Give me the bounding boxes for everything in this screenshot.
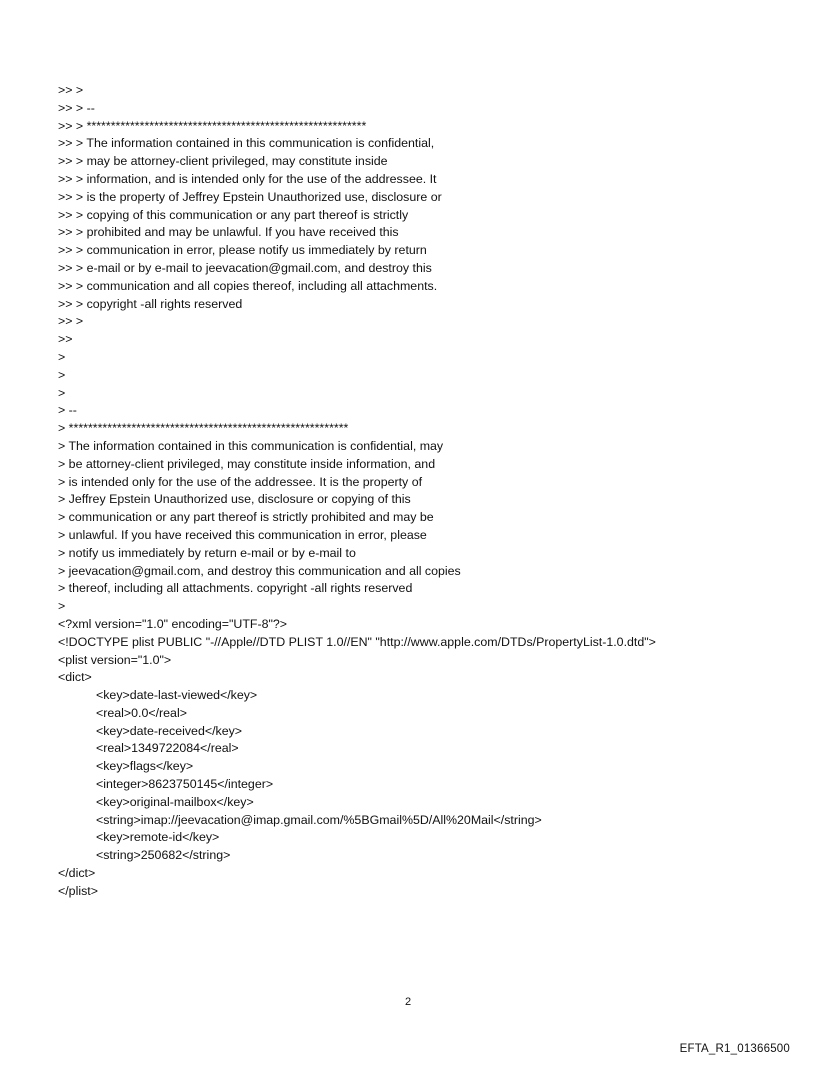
text-line: <key>date-received</key> bbox=[96, 723, 243, 738]
text-line: <real>0.0</real> bbox=[96, 705, 187, 720]
text-line: > communication or any part thereof is strictly prohibited and may be bbox=[58, 510, 434, 525]
text-line: >> > copying of this communication or any part thereof is strictly bbox=[58, 207, 409, 222]
text-line: >> > e-mail or by e-mail to jeevacation@gmail.com, and destroy this bbox=[58, 260, 432, 275]
text-line: </dict> bbox=[58, 866, 96, 881]
text-line: </plist> bbox=[58, 883, 98, 898]
text-line: > bbox=[58, 349, 66, 364]
text-line: > Jeffrey Epstein Unauthorized use, disclosure or copying of this bbox=[58, 492, 411, 507]
text-line: <key>remote-id</key> bbox=[96, 830, 220, 845]
text-line: <dict> bbox=[58, 670, 92, 685]
text-line: <?xml version="1.0" encoding="UTF-8"?> bbox=[58, 616, 288, 631]
text-line: <string>250682</string> bbox=[96, 848, 231, 863]
document-body bbox=[58, 82, 798, 901]
text-line: >> > -- bbox=[58, 100, 95, 115]
text-line: >> > may be attorney-client privileged, may constitute inside bbox=[58, 154, 388, 169]
text-line: >> > ********************************************************** bbox=[58, 118, 367, 133]
text-line: > notify us immediately by return e-mail or by e-mail to bbox=[58, 545, 356, 560]
text-line: >> > communication and all copies thereof, including all attachments. bbox=[58, 278, 438, 293]
text-line: > bbox=[58, 385, 66, 400]
text-line: >> > is the property of Jeffrey Epstein Unauthorized use, disclosure or bbox=[58, 189, 442, 204]
text-line: >> bbox=[58, 332, 73, 347]
text-line: <key>flags</key> bbox=[96, 759, 194, 774]
page-number: 2 bbox=[404, 996, 412, 1008]
text-line: <!DOCTYPE plist PUBLIC "-//Apple//DTD PLIST 1.0//EN" "http://www.apple.com/DTDs/PropertyList-1.0.dtd"> bbox=[58, 634, 656, 649]
text-line: > bbox=[58, 599, 66, 614]
bates-number: EFTA_R1_01366500 bbox=[679, 1043, 790, 1055]
text-line: <plist version="1.0"> bbox=[58, 652, 172, 667]
text-line: <real>1349722084</real> bbox=[96, 741, 239, 756]
text-line: > thereof, including all attachments. copyright -all rights reserved bbox=[58, 581, 413, 596]
text-line: > -- bbox=[58, 403, 77, 418]
text-line: <integer>8623750145</integer> bbox=[96, 777, 274, 792]
text-line: >> > prohibited and may be unlawful. If you have received this bbox=[58, 225, 399, 240]
text-line: <key>date-last-viewed</key> bbox=[96, 688, 258, 703]
text-line: >> > information, and is intended only for the use of the addressee. It bbox=[58, 171, 437, 186]
text-line: <key>original-mailbox</key> bbox=[96, 794, 254, 809]
text-line: > be attorney-client privileged, may constitute inside information, and bbox=[58, 456, 436, 471]
text-line: > The information contained in this communication is confidential, may bbox=[58, 438, 444, 453]
text-line: >> > The information contained in this communication is confidential, bbox=[58, 136, 435, 151]
text-line: > unlawful. If you have received this communication in error, please bbox=[58, 527, 427, 542]
text-line: > ********************************************************** bbox=[58, 421, 349, 436]
text-line: > jeevacation@gmail.com, and destroy this communication and all copies bbox=[58, 563, 461, 578]
text-line: > is intended only for the use of the addressee. It is the property of bbox=[58, 474, 423, 489]
text-line: >> > bbox=[58, 314, 84, 329]
text-line: >> > copyright -all rights reserved bbox=[58, 296, 243, 311]
text-line: > bbox=[58, 367, 66, 382]
text-line: >> > communication in error, please notify us immediately by return bbox=[58, 243, 427, 258]
text-line: >> > bbox=[58, 83, 84, 97]
text-line: <string>imap://jeevacation@imap.gmail.com/%5BGmail%5D/All%20Mail</string> bbox=[96, 812, 542, 827]
